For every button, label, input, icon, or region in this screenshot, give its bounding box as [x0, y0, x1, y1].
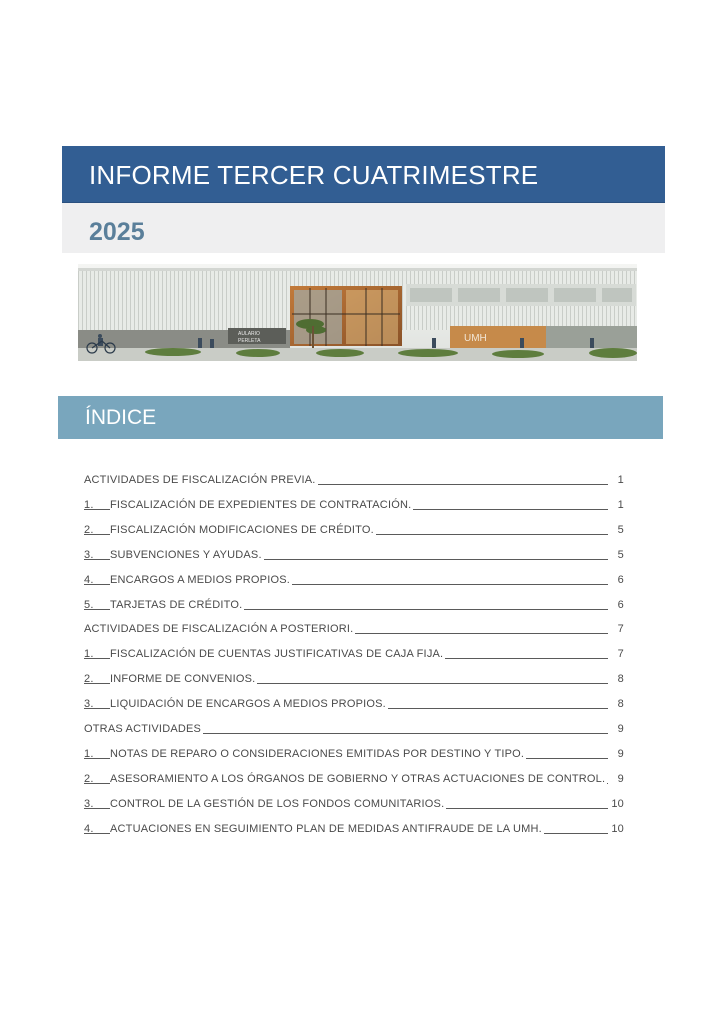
- toc-entry[interactable]: [84, 694, 624, 714]
- toc-entry-number: 4.: [84, 822, 94, 835]
- building-sign-line1: AULARIO: [238, 331, 260, 337]
- toc-entry-page: 1: [610, 499, 624, 511]
- toc-entry[interactable]: [84, 794, 624, 814]
- toc-entry[interactable]: [84, 644, 624, 664]
- toc-entry-page: 9: [610, 723, 624, 735]
- toc-entry-page: 7: [610, 648, 624, 660]
- toc-entry-number: 5.: [84, 598, 94, 611]
- toc-entry-title: FISCALIZACIÓN DE EXPEDIENTES DE CONTRATACIÓN.: [110, 498, 412, 511]
- toc-entry-page: 10: [611, 822, 624, 835]
- building-photo: [78, 264, 637, 361]
- toc-entry-title: INFORME DE CONVENIOS.: [110, 673, 256, 686]
- toc-entry[interactable]: [84, 495, 624, 515]
- toc-entry-title: OTRAS ACTIVIDADES: [84, 723, 202, 735]
- toc-entry-page: 6: [610, 599, 624, 611]
- toc-entry-number: 3.: [84, 698, 94, 711]
- toc-entry-number: 3.: [84, 797, 94, 810]
- toc-entry[interactable]: [84, 769, 624, 789]
- toc-entry-number: 1.: [84, 648, 94, 661]
- toc-entry-title: FISCALIZACIÓN DE CUENTAS JUSTIFICATIVAS DE CAJA FIJA.: [110, 648, 444, 661]
- toc-entry-title: TARJETAS DE CRÉDITO.: [110, 598, 243, 611]
- toc-entry-title: NOTAS DE REPARO O CONSIDERACIONES EMITIDAS POR DESTINO Y TIPO.: [110, 747, 525, 760]
- toc-entry[interactable]: [84, 619, 624, 639]
- toc-entry-number: 2.: [84, 523, 94, 536]
- toc-entry-number: 4.: [84, 573, 94, 586]
- toc-entry-number: 2.: [84, 673, 94, 686]
- toc-entry-title: CONTROL DE LA GESTIÓN DE LOS FONDOS COMUNITARIOS.: [110, 797, 445, 810]
- title-banner: [62, 146, 665, 203]
- toc-entry-title: ENCARGOS A MEDIOS PROPIOS.: [110, 573, 291, 586]
- toc-entry-title: SUBVENCIONES Y AYUDAS.: [110, 548, 262, 561]
- toc-entry-title: ASESORAMIENTO A LOS ÓRGANOS DE GOBIERNO Y OTRAS ACTUACIONES DE CONTROL.: [110, 772, 606, 785]
- document-title: INFORME TERCER CUATRIMESTRE: [89, 160, 539, 190]
- toc-entry-page: 1: [610, 474, 624, 486]
- toc-entry[interactable]: [84, 520, 624, 540]
- umh-brand-sign: UMH: [464, 333, 487, 344]
- toc-entry[interactable]: [84, 570, 624, 590]
- toc-entry-page: 9: [610, 773, 624, 785]
- toc-entry-page: 5: [610, 549, 624, 561]
- toc-entry-title: ACTUACIONES EN SEGUIMIENTO PLAN DE MEDIDAS ANTIFRAUDE DE LA UMH.: [110, 822, 542, 835]
- toc-entry[interactable]: [84, 719, 624, 739]
- toc-entry-number: 1.: [84, 747, 94, 760]
- toc-entry[interactable]: [84, 669, 624, 689]
- toc-entry-title: ACTIVIDADES DE FISCALIZACIÓN PREVIA.: [84, 474, 316, 486]
- toc-entry-number: 1.: [84, 498, 94, 511]
- toc-entry[interactable]: [84, 744, 624, 764]
- toc-entry-page: 8: [610, 673, 624, 685]
- toc-entry-page: 10: [611, 797, 624, 810]
- index-banner: [58, 396, 663, 439]
- toc-entry[interactable]: [84, 819, 624, 839]
- toc-entry-title: FISCALIZACIÓN MODIFICACIONES DE CRÉDITO.: [110, 523, 374, 536]
- toc-entry-page: 6: [610, 574, 624, 586]
- toc-entry[interactable]: [84, 595, 624, 615]
- toc-entry-title: ACTIVIDADES DE FISCALIZACIÓN A POSTERIORI.: [84, 623, 354, 636]
- toc-entry[interactable]: [84, 545, 624, 565]
- year-banner: [62, 203, 665, 253]
- toc-entry-title: LIQUIDACIÓN DE ENCARGOS A MEDIOS PROPIOS.: [110, 698, 386, 711]
- toc-entry-number: 2.: [84, 772, 94, 785]
- document-year: 2025: [89, 218, 145, 246]
- toc-entry[interactable]: [84, 470, 624, 490]
- toc-entry-page: 5: [610, 524, 624, 536]
- toc-entry-number: 3.: [84, 548, 94, 561]
- toc-entry-page: 9: [610, 748, 624, 760]
- toc-entry-page: 8: [610, 698, 624, 710]
- index-heading: ÍNDICE: [85, 406, 157, 429]
- building-sign-line2: PERLETA: [238, 338, 261, 344]
- toc-entry-page: 7: [610, 623, 624, 635]
